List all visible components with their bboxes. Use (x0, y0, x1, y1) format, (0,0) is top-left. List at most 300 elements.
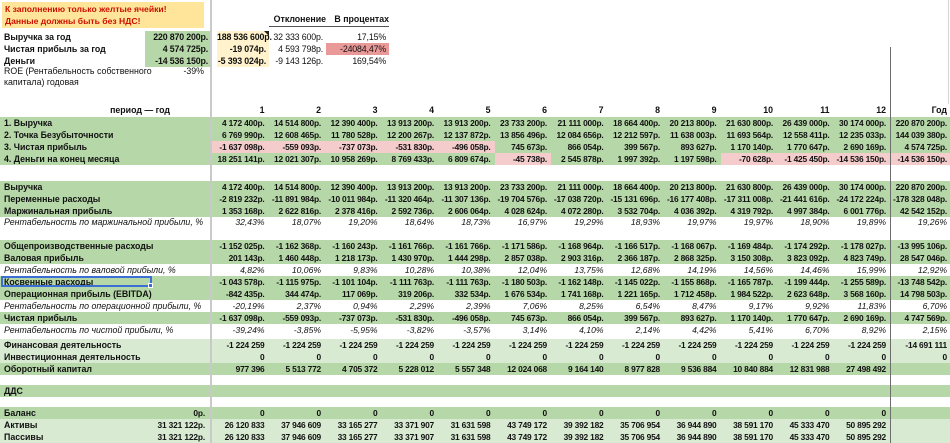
month-cell[interactable]: -14 536 150р. (834, 153, 891, 165)
month-cell[interactable]: 0 (438, 351, 495, 363)
month-cell[interactable]: 12 390 400р. (325, 117, 382, 129)
month-cell[interactable]: 745 673р. (495, 312, 552, 324)
month-cell[interactable]: -1 224 259 (438, 339, 495, 351)
month-cell[interactable]: -559 093р. (269, 312, 326, 324)
month-cell[interactable]: -1 162 148р. (551, 276, 608, 288)
month-cell[interactable]: -1 178 027р. (834, 240, 891, 252)
month-cell[interactable]: 893 627р. (664, 141, 721, 153)
month-cell[interactable]: 2 592 736р. (382, 205, 439, 217)
month-cell[interactable]: 21 630 800р. (721, 181, 778, 193)
month-cell[interactable]: 1 430 970р. (382, 252, 439, 264)
month-cell[interactable]: 745 673р. (495, 141, 552, 153)
year-cell[interactable] (890, 363, 950, 375)
month-cell[interactable]: 37 946 609 (269, 431, 326, 443)
month-column-header[interactable]: 1 (259, 105, 265, 115)
month-cell[interactable]: 31 631 598 (438, 431, 495, 443)
month-cell[interactable]: 3 568 160р. (834, 288, 891, 300)
month-cell[interactable]: 2 903 316р. (551, 252, 608, 264)
month-cell[interactable]: -3,82% (382, 324, 439, 336)
month-cell[interactable]: 4 319 792р. (721, 205, 778, 217)
month-cell[interactable]: 11 693 564р. (721, 129, 778, 141)
month-cell[interactable]: 19,29% (551, 217, 608, 240)
month-cell[interactable]: -1 224 259 (777, 339, 834, 351)
month-cell[interactable]: 33 371 907 (382, 431, 439, 443)
month-column-header[interactable]: 10 (763, 105, 773, 115)
month-cell[interactable]: 12 021 307р. (269, 153, 326, 165)
month-cell[interactable]: 16,97% (495, 217, 552, 240)
month-cell[interactable]: 0 (212, 351, 269, 363)
cell-plan-netprofit[interactable]: 4 574 725р. (145, 43, 211, 55)
month-cell[interactable]: -16 177 408р. (664, 193, 721, 205)
row-label[interactable] (0, 419, 212, 431)
month-cell[interactable]: 38 591 170 (721, 419, 778, 431)
month-cell[interactable]: -1 174 292р. (777, 240, 834, 252)
month-cell[interactable]: 12 212 597р. (608, 129, 665, 141)
month-cell[interactable]: 20 213 800р. (664, 181, 721, 193)
month-cell[interactable]: 13 856 496р. (495, 129, 552, 141)
month-cell[interactable]: 977 396 (212, 363, 269, 375)
month-cell[interactable]: -531 830р. (382, 312, 439, 324)
month-cell[interactable]: -17 038 720р. (551, 193, 608, 205)
month-cell[interactable]: 21 111 000р. (551, 181, 608, 193)
row-label[interactable] (0, 288, 212, 300)
month-cell[interactable]: 27 498 492 (834, 363, 891, 375)
month-cell[interactable]: 1 984 522р. (721, 288, 778, 300)
month-cell[interactable]: 0 (438, 407, 495, 419)
month-cell[interactable]: -2 819 232р. (212, 193, 269, 205)
month-cell[interactable]: -3,57% (438, 324, 495, 336)
month-cell[interactable]: -1 255 589р. (834, 276, 891, 288)
month-cell[interactable]: -559 093р. (269, 141, 326, 153)
year-cell[interactable]: -14 536 150р. (890, 153, 950, 165)
year-cell[interactable]: 12,92% (890, 264, 950, 276)
month-cell[interactable]: 4 036 392р. (664, 205, 721, 217)
month-cell[interactable]: 5 513 772 (269, 363, 326, 375)
month-cell[interactable]: -1 155 868р. (664, 276, 721, 288)
month-cell[interactable]: 10,38% (438, 264, 495, 276)
month-cell[interactable]: 2 545 878р. (551, 153, 608, 165)
month-cell[interactable]: -1 224 259 (721, 339, 778, 351)
month-cell[interactable]: -1 180 503р. (495, 276, 552, 288)
month-cell[interactable]: 45 333 470 (777, 431, 834, 443)
month-cell[interactable]: -737 073р. (325, 312, 382, 324)
row-label[interactable] (0, 363, 212, 375)
cell-plan-money[interactable]: -14 536 150р. (145, 55, 211, 67)
month-cell[interactable]: 33 371 907 (382, 419, 439, 431)
month-cell[interactable]: 399 567р. (608, 141, 665, 153)
month-cell[interactable]: -1 224 259 (382, 339, 439, 351)
month-cell[interactable]: 0 (382, 407, 439, 419)
month-cell[interactable]: 8,47% (664, 300, 721, 312)
month-cell[interactable]: 1 218 173р. (325, 252, 382, 264)
month-column-header[interactable]: 3 (372, 105, 378, 115)
month-column-header[interactable]: 6 (542, 105, 547, 115)
month-cell[interactable]: 893 627р. (664, 312, 721, 324)
row-label[interactable] (0, 431, 212, 443)
row-label[interactable] (0, 240, 212, 252)
month-cell[interactable]: 0 (777, 351, 834, 363)
month-cell[interactable]: 1 770 647р. (777, 141, 834, 153)
month-cell[interactable]: -1 637 098р. (212, 312, 269, 324)
month-column-header[interactable]: 8 (655, 105, 660, 115)
month-cell[interactable]: 0 (269, 351, 326, 363)
month-cell[interactable]: 0,94% (325, 300, 382, 312)
row-label[interactable] (0, 129, 212, 141)
month-column-header[interactable]: 11 (820, 105, 830, 115)
month-cell[interactable]: 5,41% (721, 324, 778, 336)
month-cell[interactable]: -11 320 464р. (382, 193, 439, 205)
month-cell[interactable]: 6,70% (777, 324, 834, 336)
month-cell[interactable]: 4 997 384р. (777, 205, 834, 217)
month-cell[interactable]: -1 111 763р. (438, 276, 495, 288)
month-cell[interactable]: -10 011 984р. (325, 193, 382, 205)
month-cell[interactable]: 2 366 187р. (608, 252, 665, 264)
month-cell[interactable]: -737 073р. (325, 141, 382, 153)
month-cell[interactable]: 12 084 656р. (551, 129, 608, 141)
month-cell[interactable]: 12 137 872р. (438, 129, 495, 141)
month-cell[interactable]: -45 738р. (495, 153, 552, 165)
row-left-value[interactable]: 31 321 122р. (157, 420, 205, 430)
month-cell[interactable]: 0 (212, 407, 269, 419)
month-cell[interactable]: 344 474р. (269, 288, 326, 300)
month-cell[interactable]: 11 638 003р. (664, 129, 721, 141)
month-cell[interactable]: 26 439 000р. (777, 117, 834, 129)
month-cell[interactable]: 19,20% (325, 217, 382, 240)
cell-percent-money[interactable]: 169,54% (352, 56, 386, 66)
month-cell[interactable]: -1 425 450р. (777, 153, 834, 165)
month-cell[interactable]: 0 (777, 407, 834, 419)
month-cell[interactable]: -3,85% (269, 324, 326, 336)
month-cell[interactable]: 13 913 200р. (438, 117, 495, 129)
month-cell[interactable]: -1 161 766р. (382, 240, 439, 252)
month-cell[interactable]: 18 664 400р. (608, 117, 665, 129)
month-cell[interactable]: 2 378 416р. (325, 205, 382, 217)
month-cell[interactable]: 19,89% (834, 217, 891, 240)
year-cell[interactable]: 220 870 200р. (890, 117, 950, 129)
row-label[interactable] (0, 153, 212, 165)
month-cell[interactable]: 7,06% (495, 300, 552, 312)
month-cell[interactable]: -1 160 243р. (325, 240, 382, 252)
month-cell[interactable]: -11 307 136р. (438, 193, 495, 205)
month-cell[interactable]: 1 741 168р. (551, 288, 608, 300)
month-cell[interactable]: 26 120 833 (212, 419, 269, 431)
year-cell[interactable]: 6,70% (890, 300, 950, 312)
cell-deviation-money[interactable]: -9 143 126р. (275, 56, 323, 66)
month-cell[interactable]: 13 913 200р. (382, 181, 439, 193)
month-cell[interactable]: -1 145 022р. (608, 276, 665, 288)
year-cell[interactable]: -178 328 048р. (890, 193, 950, 205)
month-cell[interactable]: -1 224 259 (325, 339, 382, 351)
month-cell[interactable]: 23 733 200р. (495, 181, 552, 193)
month-cell[interactable]: 0 (834, 351, 891, 363)
month-cell[interactable]: 14,56% (721, 264, 778, 276)
month-cell[interactable]: -1 224 259 (495, 339, 552, 351)
month-cell[interactable]: 332 534р. (438, 288, 495, 300)
month-cell[interactable]: 8 769 433р. (382, 153, 439, 165)
cell-fact-money[interactable]: -5 393 024р. (217, 55, 269, 67)
cell-deviation-netprofit[interactable]: 4 593 798р. (278, 44, 323, 54)
month-cell[interactable]: 12,04% (495, 264, 552, 276)
month-cell[interactable]: -17 311 008р. (721, 193, 778, 205)
row-label[interactable] (0, 339, 212, 351)
row-label[interactable] (0, 117, 212, 129)
month-cell[interactable]: 35 706 954 (608, 419, 665, 431)
month-cell[interactable]: 117 069р. (325, 288, 382, 300)
month-cell[interactable]: 4 172 400р. (212, 181, 269, 193)
row-label[interactable] (0, 264, 212, 276)
month-cell[interactable]: 6,54% (608, 300, 665, 312)
month-cell[interactable]: 0 (664, 351, 721, 363)
row-label[interactable] (0, 276, 212, 288)
row-left-value[interactable]: 31 321 122р. (157, 432, 205, 442)
month-cell[interactable]: 10,28% (382, 264, 439, 276)
month-cell[interactable]: 12 390 400р. (325, 181, 382, 193)
roe-value[interactable]: -39% (183, 66, 204, 76)
month-cell[interactable]: 31 631 598 (438, 419, 495, 431)
month-cell[interactable]: 1 170 140р. (721, 141, 778, 153)
month-cell[interactable]: 5 557 348 (438, 363, 495, 375)
month-cell[interactable]: 8,92% (834, 324, 891, 336)
cell-deviation-revenue[interactable]: 32 333 600р. (273, 32, 323, 42)
year-cell[interactable]: 2,15% (890, 324, 950, 336)
month-cell[interactable]: 4,42% (664, 324, 721, 336)
month-cell[interactable]: -1 169 484р. (721, 240, 778, 252)
month-cell[interactable]: 4 172 400р. (212, 117, 269, 129)
month-cell[interactable]: 4 705 372 (325, 363, 382, 375)
month-cell[interactable]: -531 830р. (382, 141, 439, 153)
month-cell[interactable]: 36 944 890 (664, 431, 721, 443)
month-cell[interactable]: -1 224 259 (608, 339, 665, 351)
month-cell[interactable]: 11 780 528р. (325, 129, 382, 141)
month-cell[interactable]: 14,46% (777, 264, 834, 276)
month-cell[interactable]: 3,14% (495, 324, 552, 336)
month-cell[interactable]: -24 172 224р. (834, 193, 891, 205)
month-cell[interactable]: -20,19% (212, 300, 269, 312)
selected-cell-outline[interactable] (1, 276, 152, 287)
row-label[interactable] (0, 312, 212, 324)
month-cell[interactable]: 2 857 038р. (495, 252, 552, 264)
month-cell[interactable]: 12 024 068 (495, 363, 552, 375)
month-cell[interactable]: -5,95% (325, 324, 382, 336)
month-cell[interactable]: -1 115 975р. (269, 276, 326, 288)
month-cell[interactable]: 4 072 280р. (551, 205, 608, 217)
month-cell[interactable]: -1 637 098р. (212, 141, 269, 153)
row-label[interactable] (0, 181, 212, 193)
year-cell[interactable]: 28 547 046р. (890, 252, 950, 264)
month-cell[interactable]: -1 168 067р. (664, 240, 721, 252)
month-cell[interactable]: 23 733 200р. (495, 117, 552, 129)
month-cell[interactable]: 14,19% (664, 264, 721, 276)
month-cell[interactable]: 18 664 400р. (608, 181, 665, 193)
year-cell[interactable]: 220 870 200р. (890, 181, 950, 193)
year-cell[interactable] (890, 419, 950, 431)
month-cell[interactable]: 35 706 954 (608, 431, 665, 443)
month-cell[interactable]: 866 054р. (551, 141, 608, 153)
month-cell[interactable]: 14 514 800р. (269, 181, 326, 193)
month-cell[interactable]: 3 823 092р. (777, 252, 834, 264)
month-cell[interactable]: 1 676 534р. (495, 288, 552, 300)
month-cell[interactable]: 1 170 140р. (721, 312, 778, 324)
month-cell[interactable]: 11,83% (834, 300, 891, 312)
month-cell[interactable]: 9 164 140 (551, 363, 608, 375)
month-cell[interactable]: 5 228 012 (382, 363, 439, 375)
month-cell[interactable]: 18,73% (438, 217, 495, 240)
month-cell[interactable]: 0 (382, 351, 439, 363)
month-cell[interactable]: 866 054р. (551, 312, 608, 324)
year-cell[interactable]: -13 748 542р. (890, 276, 950, 288)
month-cell[interactable]: 0 (834, 407, 891, 419)
month-cell[interactable]: 50 895 292 (834, 431, 891, 443)
row-label[interactable] (0, 141, 212, 153)
section-band-row[interactable]: ДДС (0, 385, 950, 397)
month-cell[interactable]: 18,64% (382, 217, 439, 240)
month-cell[interactable]: 0 (551, 351, 608, 363)
month-cell[interactable]: 2,14% (608, 324, 665, 336)
month-column-header[interactable]: 12 (876, 105, 886, 115)
month-cell[interactable]: 1 444 298р. (438, 252, 495, 264)
month-cell[interactable]: 20 213 800р. (664, 117, 721, 129)
month-cell[interactable]: 50 895 292 (834, 419, 891, 431)
month-cell[interactable]: -21 441 616р. (777, 193, 834, 205)
month-cell[interactable]: 43 749 172 (495, 419, 552, 431)
month-cell[interactable]: 36 944 890 (664, 419, 721, 431)
month-cell[interactable]: 9,92% (777, 300, 834, 312)
month-cell[interactable]: -1 161 766р. (438, 240, 495, 252)
month-cell[interactable]: 201 143р. (212, 252, 269, 264)
cell-percent-revenue[interactable]: 17,15% (357, 32, 386, 42)
month-cell[interactable]: -39,24% (212, 324, 269, 336)
month-column-header[interactable]: 2 (316, 105, 321, 115)
month-cell[interactable]: -19 704 576р. (495, 193, 552, 205)
month-cell[interactable]: 2 622 816р. (269, 205, 326, 217)
month-cell[interactable]: 26 439 000р. (777, 181, 834, 193)
year-cell[interactable]: 42 542 152р. (890, 205, 950, 217)
month-cell[interactable]: 10 840 884 (721, 363, 778, 375)
month-cell[interactable]: -1 171 586р. (495, 240, 552, 252)
month-cell[interactable]: 10 958 269р. (325, 153, 382, 165)
month-cell[interactable]: -1 162 368р. (269, 240, 326, 252)
month-cell[interactable]: 13 913 200р. (382, 117, 439, 129)
row-label[interactable] (0, 407, 212, 419)
month-cell[interactable]: 2 690 169р. (834, 141, 891, 153)
month-cell[interactable]: 33 165 277 (325, 419, 382, 431)
cell-percent-netprofit[interactable]: -24084,47% (326, 43, 389, 55)
row-label[interactable] (0, 324, 212, 336)
cell-fact-revenue[interactable] (217, 31, 272, 43)
month-cell[interactable]: 38 591 170 (721, 431, 778, 443)
cell-plan-revenue[interactable]: 220 870 200р. (145, 31, 211, 43)
month-cell[interactable]: 2 606 064р. (438, 205, 495, 217)
year-column-header[interactable]: Год (931, 105, 947, 115)
month-cell[interactable]: -1 043 578р. (212, 276, 269, 288)
row-label[interactable] (0, 205, 212, 217)
month-cell[interactable]: 10,06% (269, 264, 326, 276)
month-cell[interactable]: 0 (721, 407, 778, 419)
month-cell[interactable]: 15,99% (834, 264, 891, 276)
month-cell[interactable]: -1 152 025р. (212, 240, 269, 252)
year-cell[interactable]: 19,26% (890, 217, 950, 240)
month-cell[interactable]: 39 392 182 (551, 419, 608, 431)
month-cell[interactable]: -1 224 259 (551, 339, 608, 351)
month-cell[interactable]: 9 536 884 (664, 363, 721, 375)
month-cell[interactable]: -842 435р. (212, 288, 269, 300)
month-cell[interactable]: 6 809 674р. (438, 153, 495, 165)
month-cell[interactable]: 0 (721, 351, 778, 363)
month-cell[interactable]: 1 353 168р. (212, 205, 269, 217)
month-cell[interactable]: 0 (269, 407, 326, 419)
month-cell[interactable]: -1 224 259 (269, 339, 326, 351)
year-cell[interactable] (890, 407, 950, 419)
month-cell[interactable]: 19,97% (664, 217, 721, 240)
month-cell[interactable]: 26 120 833 (212, 431, 269, 443)
month-cell[interactable]: 12 558 411р. (777, 129, 834, 141)
year-cell[interactable]: 4 574 725р. (890, 141, 950, 153)
month-cell[interactable]: 2,37% (269, 300, 326, 312)
month-cell[interactable]: 0 (495, 407, 552, 419)
row-label[interactable] (0, 351, 212, 363)
month-cell[interactable]: -1 165 787р. (721, 276, 778, 288)
month-cell[interactable]: 4 823 749р. (834, 252, 891, 264)
month-cell[interactable]: 13 913 200р. (438, 181, 495, 193)
month-cell[interactable]: 18,90% (777, 217, 834, 240)
month-cell[interactable]: 1 770 647р. (777, 312, 834, 324)
month-cell[interactable]: 4,10% (551, 324, 608, 336)
month-cell[interactable]: 0 (325, 351, 382, 363)
month-cell[interactable]: 1 460 448р. (269, 252, 326, 264)
month-cell[interactable]: 18 251 141р. (212, 153, 269, 165)
month-cell[interactable]: 0 (608, 407, 665, 419)
month-cell[interactable]: 2 868 325р. (664, 252, 721, 264)
month-cell[interactable]: -1 224 259 (664, 339, 721, 351)
month-cell[interactable]: 9,17% (721, 300, 778, 312)
month-cell[interactable]: 8 977 828 (608, 363, 665, 375)
month-cell[interactable]: 0 (608, 351, 665, 363)
month-cell[interactable]: 37 946 609 (269, 419, 326, 431)
month-cell[interactable]: 2 623 648р. (777, 288, 834, 300)
month-cell[interactable]: -496 058р. (438, 141, 495, 153)
month-cell[interactable]: 1 221 165р. (608, 288, 665, 300)
row-left-value[interactable]: 0р. (193, 408, 205, 418)
month-cell[interactable]: 2,39% (438, 300, 495, 312)
month-cell[interactable]: 9,83% (325, 264, 382, 276)
month-cell[interactable]: 399 567р. (608, 312, 665, 324)
month-cell[interactable]: 2 690 169р. (834, 312, 891, 324)
month-cell[interactable]: 319 206р. (382, 288, 439, 300)
month-cell[interactable]: 39 392 182 (551, 431, 608, 443)
month-column-header[interactable]: 9 (711, 105, 717, 115)
row-label[interactable] (0, 193, 212, 205)
month-cell[interactable]: 12 608 465р. (269, 129, 326, 141)
month-cell[interactable]: 45 333 470 (777, 419, 834, 431)
month-cell[interactable]: 14 514 800р. (269, 117, 326, 129)
month-cell[interactable]: 6 001 776р. (834, 205, 891, 217)
month-cell[interactable]: 12 831 988 (777, 363, 834, 375)
year-cell[interactable] (890, 431, 950, 443)
year-cell[interactable]: 144 039 380р. (890, 129, 950, 141)
year-cell[interactable]: -14 691 111 (890, 339, 950, 351)
month-cell[interactable]: 2,29% (382, 300, 439, 312)
month-cell[interactable]: 12 200 267р. (382, 129, 439, 141)
month-cell[interactable]: 4,82% (212, 264, 269, 276)
year-cell[interactable]: -13 995 106р. (890, 240, 950, 252)
month-cell[interactable]: 21 111 000р. (551, 117, 608, 129)
month-cell[interactable]: -70 628р. (721, 153, 778, 165)
year-cell[interactable]: 4 747 569р. (890, 312, 950, 324)
cell-fact-netprofit[interactable]: -19 074р. (217, 43, 269, 55)
month-cell[interactable]: 21 630 800р. (721, 117, 778, 129)
month-cell[interactable]: 1 997 392р. (608, 153, 665, 165)
month-cell[interactable]: -1 111 763р. (382, 276, 439, 288)
